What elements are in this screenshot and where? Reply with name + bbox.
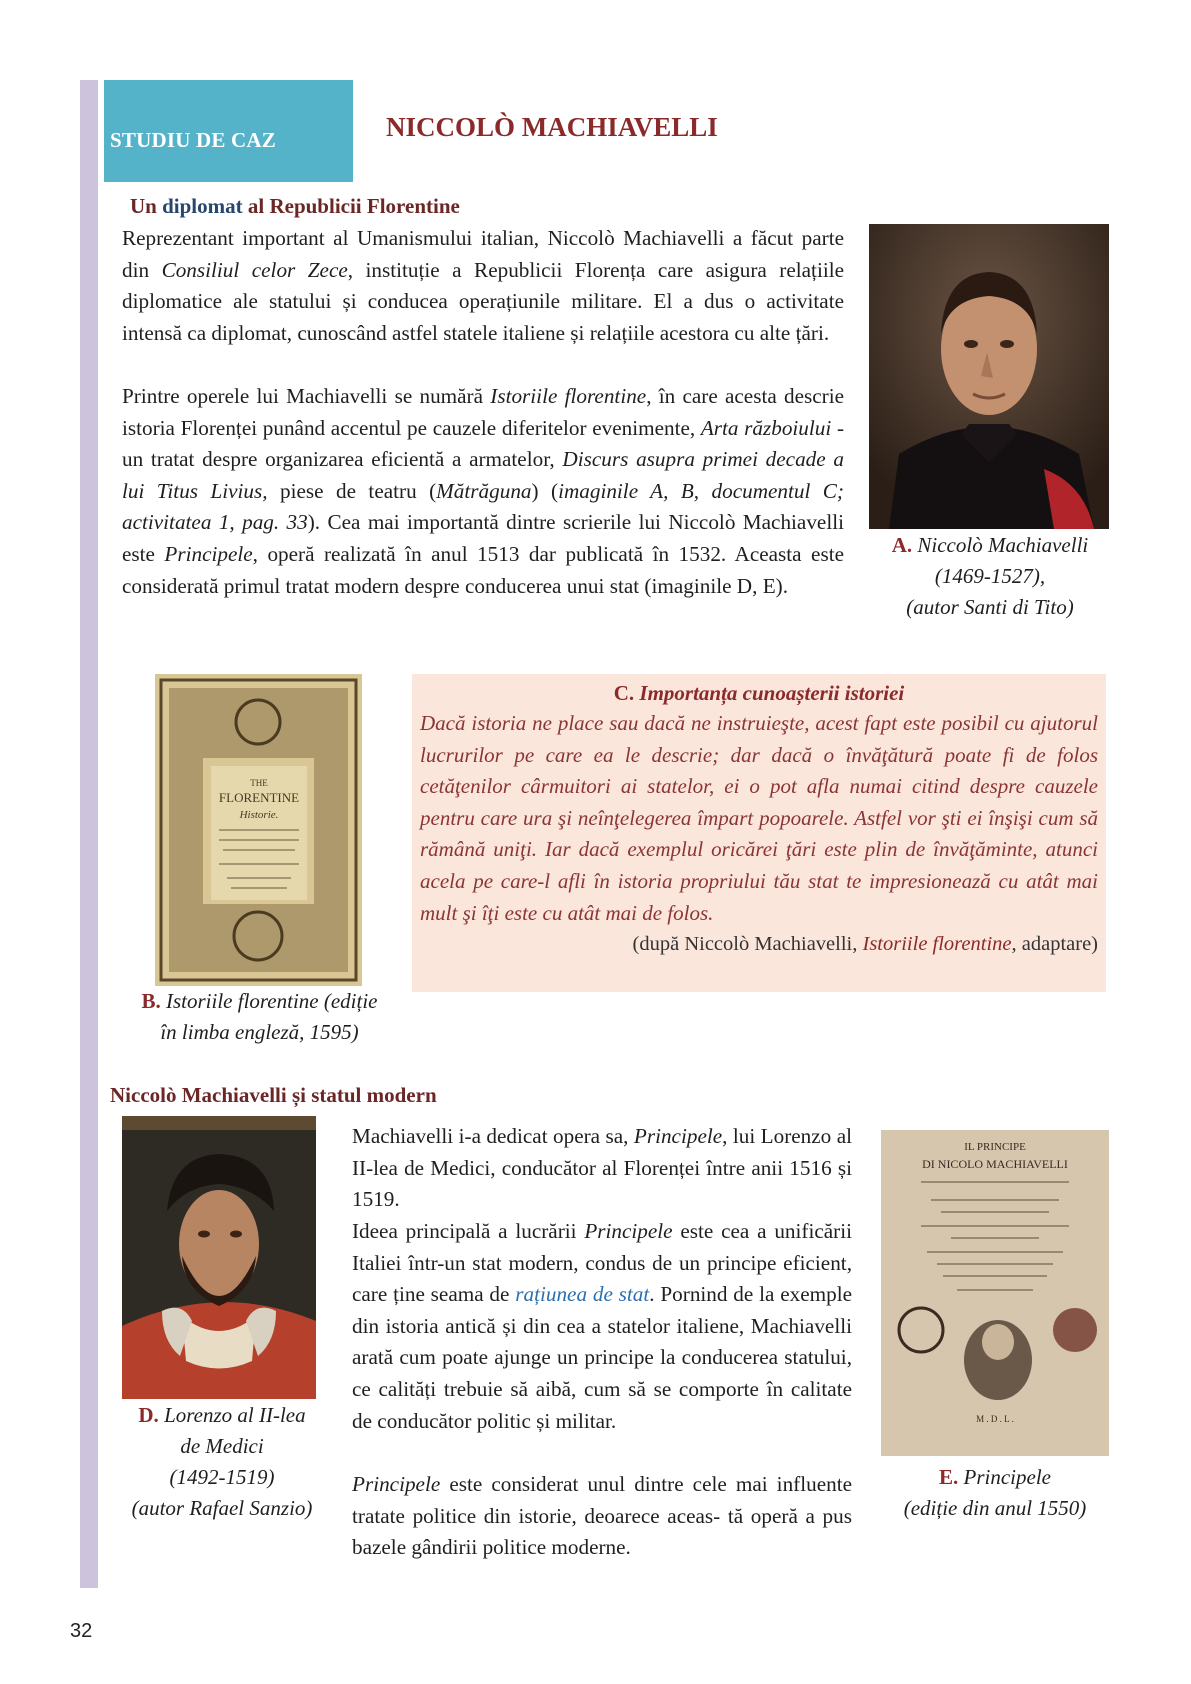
case-study-label: STUDIU DE CAZ	[110, 128, 276, 152]
section-heading-modern-state: Niccolò Machiavelli și statul modern	[110, 1083, 437, 1107]
document-c-source: (după Niccolò Machiavelli, Istoriile florentine, adaptare)	[632, 933, 1098, 956]
intro-paragraph: Reprezentant important al Umanismului italian, Niccolò Machiavelli a făcut parte din Consiliul celor Zece, instituție a Republicii Florența care asigura relațiile diplomatice ale statului și conducea operațiunile militare. El a dus o activitate intensă ca diplomat, cunoscând astfel statele italiene și relațiile acestora cu alte țări.	[122, 226, 845, 345]
portrait-machiavelli	[869, 224, 1109, 529]
page-title: NICCOLÒ MACHIAVELLI	[386, 112, 718, 142]
works-paragraph: Printre operele lui Machiavelli se numără Istoriile florentine, în care acesta descrie istoria Florenței punând accentul pe cauzele diferitelor evenimente, Arta războiului - un tratat despre organizarea eficientă a armatelor, Discurs asupra primei decade a lui Titus Livius, piese de teatru (Mătrăguna) (imaginile A, B, documentul C; activitatea 1, pag. 33). Cea mai importantă dintre scrierile lui Niccolò Machiavelli este Principele, operă realizată în anul 1513 dar publicată în 1532. Aceasta este considerată primul tratat modern despre conducerea unui stat (imaginile D, E).	[122, 384, 844, 598]
heading-keyword: diplomat	[162, 194, 243, 218]
book-b-line3: Historie.	[239, 809, 279, 821]
section-heading-diplomat	[130, 194, 460, 219]
left-margin-bar	[80, 80, 98, 1588]
book-e-line1: IL PRINCIPE	[964, 1141, 1026, 1153]
document-c-title: C. Importanța cunoașterii istoriei	[613, 681, 905, 705]
caption-a: A. Niccolò Machiavelli (1469-1527), (autor Santi di Tito)	[891, 533, 1089, 619]
book-florentine-histories	[155, 674, 362, 986]
book-il-principe	[881, 1130, 1109, 1456]
case-study-tag	[104, 80, 353, 182]
prince-dedication-paragraph: Machiavelli i-a dedicat opera sa, Principele, lui Lorenzo al II-lea de Medici, conducător al Florenței între anii 1516 și 1519.	[352, 1124, 852, 1212]
page-number: 32	[70, 1620, 93, 1642]
document-c-text: Dacă istoria ne place sau dacă ne instruieşte, acest fapt este posibil cu ajutorul lucrurilor pe care ea le descrie; dar dacă o învăţătură poate fi de folos cetăţenilor cârmuitori ai statelor, ei o pot afla numai citind despre cauzele pentru care ura şi neînţelegerea împart popoarele. Astfel vor şti ei înşişi cum să rămână uniţi. Iar dacă exemplul oricărei ţări este plin de învăţăminte, atunci acela pe care-l afli în istoria propriului tău stat te impresionează cu atât mai mult şi îţi este cu atât mai de folos.	[420, 711, 1098, 925]
portrait-lorenzo-image	[122, 1116, 316, 1399]
book-il-principe-image	[881, 1130, 1109, 1456]
council-name: Consiliul celor Zece	[161, 257, 348, 282]
prince-influence-paragraph: Principele este considerat unul dintre cele mai influente tratate politice din istorie, deoarece aceas- tă operă a pus bazele gândirii politice moderne.	[352, 1472, 852, 1560]
document-c	[412, 674, 1106, 992]
caption-e: E. Principele (ediție din anul 1550)	[903, 1465, 1087, 1520]
prince-idea-paragraph: Ideea principală a lucrării Principele este cea a unificării Italiei într-un stat modern, condus de un principe eficient, care ține seama de rațiunea de stat. Pornind de la exemple din istoria antică și din cea a statelor italiene, Machiavelli arată cum poate ajunge un principe la conducerea statului, ce calități trebuie să aibă, cum să se comporte în calitate de conducător politic și militar.	[352, 1219, 852, 1433]
heading-part: al Republicii Florentine	[242, 194, 460, 218]
portrait-machiavelli-image	[869, 224, 1109, 529]
book-florentine-histories-image	[155, 674, 362, 986]
caption-b: B. Istoriile florentine (ediție în limba engleză, 1595)	[141, 989, 378, 1044]
book-b-line1: THE	[250, 778, 268, 788]
portrait-lorenzo-medici	[122, 1116, 316, 1399]
heading-part: Un	[130, 194, 163, 218]
svg-text:M . D . L .: M . D . L .	[976, 1414, 1014, 1424]
book-e-line2: DI NICOLO MACHIAVELLI	[922, 1157, 1068, 1171]
caption-d: D. Lorenzo al II-lea de Medici (1492-1519) (autor Rafael Sanzio)	[131, 1403, 313, 1520]
book-b-line2: FLORENTINE	[218, 790, 300, 805]
reason-of-state-term: rațiunea de stat	[515, 1282, 650, 1307]
